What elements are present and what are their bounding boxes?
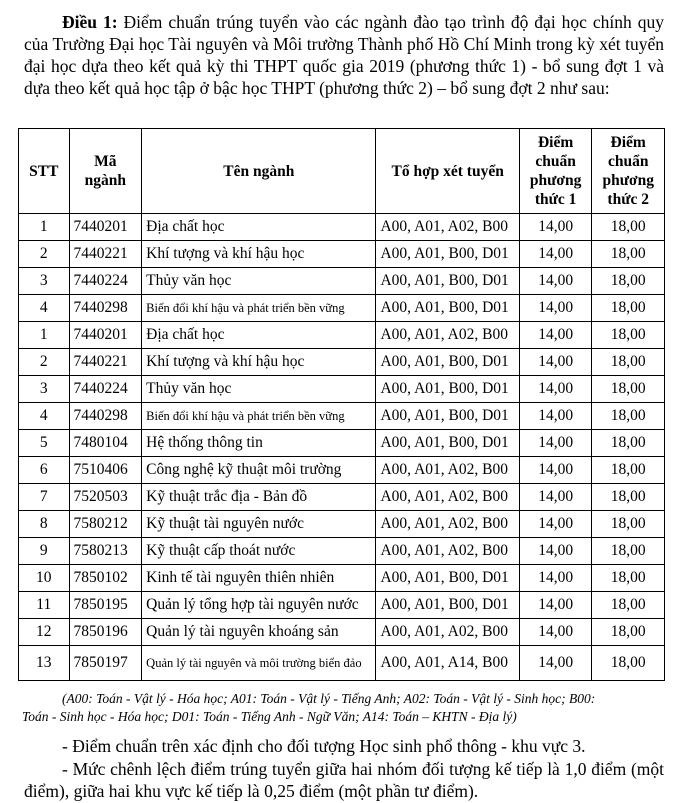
row-name: Địa chất học: [142, 214, 376, 241]
row-combo: A00, A01, A02, B00: [376, 538, 519, 565]
row-name: Hệ thống thông tin: [142, 430, 376, 457]
row-combo: A00, A01, A02, B00: [376, 457, 519, 484]
row-name: Công nghệ kỹ thuật môi trường: [142, 457, 376, 484]
table-row: [19, 511, 665, 538]
note-line-2: Toán - Sinh học - Hóa học; D01: Toán - Tiếng Anh - Ngữ Văn; A14: Toán – KHTN - Địa lý): [22, 709, 517, 724]
header-name: Tên ngành: [142, 129, 376, 214]
row-stt: 4: [19, 295, 70, 322]
row-code: 7850196: [69, 619, 142, 646]
row-code: 7440221: [69, 241, 142, 268]
row-score-2: 18,00: [592, 538, 665, 565]
row-score-1: 14,00: [519, 538, 592, 565]
row-stt: 11: [19, 592, 70, 619]
table-row: [19, 565, 665, 592]
row-code: 7440224: [69, 268, 142, 295]
header-stt: STT: [19, 129, 70, 214]
row-score-1: 14,00: [519, 268, 592, 295]
row-code: 7440298: [69, 403, 142, 430]
row-score-2: 18,00: [592, 484, 665, 511]
table-header-row: [19, 129, 665, 214]
row-combo: A00, A01, B00, D01: [376, 241, 519, 268]
table-row: [19, 268, 665, 295]
row-name: Quản lý tổng hợp tài nguyên nước: [142, 592, 376, 619]
header-score-1: Điểm chuẩn phương thức 1: [519, 129, 592, 214]
row-score-2: 18,00: [592, 214, 665, 241]
row-combo: A00, A01, A02, B00: [376, 511, 519, 538]
row-stt: 1: [19, 214, 70, 241]
table-row: [19, 538, 665, 565]
row-score-1: 14,00: [519, 511, 592, 538]
subject-combination-note: [22, 690, 662, 726]
row-stt: 1: [19, 322, 70, 349]
row-score-1: 14,00: [519, 565, 592, 592]
row-score-1: 14,00: [519, 214, 592, 241]
row-score-1: 14,00: [519, 592, 592, 619]
row-code: 7440224: [69, 376, 142, 403]
row-name: Địa chất học: [142, 322, 376, 349]
row-combo: A00, A01, A02, B00: [376, 619, 519, 646]
table-row: [19, 403, 665, 430]
header-combo: Tổ hợp xét tuyển: [376, 129, 519, 214]
row-combo: A00, A01, B00, D01: [376, 376, 519, 403]
header-score-2: Điểm chuẩn phương thức 2: [592, 129, 665, 214]
row-code: 7440221: [69, 349, 142, 376]
row-code: 7580213: [69, 538, 142, 565]
row-score-1: 14,00: [519, 295, 592, 322]
row-score-2: 18,00: [592, 322, 665, 349]
row-code: 7440201: [69, 214, 142, 241]
row-combo: A00, A01, A14, B00: [376, 646, 519, 681]
row-combo: A00, A01, B00, D01: [376, 349, 519, 376]
row-score-2: 18,00: [592, 376, 665, 403]
row-code: 7440201: [69, 322, 142, 349]
row-name: Kỹ thuật tài nguyên nước: [142, 511, 376, 538]
note-line-1: (A00: Toán - Vật lý - Hóa học; A01: Toán - Vật lý - Tiếng Anh; A02: Toán - Vật lý - Sinh học; B00:: [62, 691, 596, 706]
table-body: [19, 214, 665, 681]
row-name: Quản lý tài nguyên khoáng sản: [142, 619, 376, 646]
row-score-2: 18,00: [592, 592, 665, 619]
table-row: [19, 484, 665, 511]
row-combo: A00, A01, B00, D01: [376, 592, 519, 619]
row-score-2: 18,00: [592, 349, 665, 376]
bullet-area-note: - Điểm chuẩn trên xác định cho đối tượng Học sinh phổ thông - khu vực 3.: [62, 736, 586, 756]
row-combo: A00, A01, B00, D01: [376, 565, 519, 592]
row-name: Khí tượng và khí hậu học: [142, 349, 376, 376]
row-stt: 10: [19, 565, 70, 592]
row-name: Khí tượng và khí hậu học: [142, 241, 376, 268]
row-stt: 3: [19, 376, 70, 403]
row-score-1: 14,00: [519, 619, 592, 646]
table-row: [19, 241, 665, 268]
admission-score-table: [18, 128, 665, 681]
row-stt: 12: [19, 619, 70, 646]
row-code: 7440298: [69, 295, 142, 322]
row-combo: A00, A01, B00, D01: [376, 430, 519, 457]
bullet-difference-note: - Mức chênh lệch điểm trúng tuyển giữa hai nhóm đối tượng kế tiếp là 1,0 điểm (một điểm), giữa hai khu vực kế tiếp là 0,25 điểm (một phần tư điểm).: [24, 759, 664, 801]
row-score-1: 14,00: [519, 484, 592, 511]
row-combo: A00, A01, B00, D01: [376, 403, 519, 430]
article-text: Điểm chuẩn trúng tuyển vào các ngành đào tạo trình độ đại học chính quy của Trường Đại học Tài nguyên và Môi trường Thành phố Hồ Chí Minh trong kỳ xét tuyển đại học dựa theo kết quả kỳ thi THPT quốc gia 2019 (phương thức 1) - bổ sung đợt 1 và dựa theo kết quả học tập ở bậc học THPT (phương thức 2) – bổ sung đợt 2 như sau:: [24, 12, 665, 98]
table-row: [19, 619, 665, 646]
row-score-2: 18,00: [592, 619, 665, 646]
table-row: [19, 376, 665, 403]
row-score-1: 14,00: [519, 457, 592, 484]
row-score-1: 14,00: [519, 646, 592, 681]
row-stt: 13: [19, 646, 70, 681]
table-row: [19, 349, 665, 376]
row-stt: 9: [19, 538, 70, 565]
table-row: [19, 322, 665, 349]
row-combo: A00, A01, A02, B00: [376, 214, 519, 241]
row-stt: 4: [19, 403, 70, 430]
row-code: 7580212: [69, 511, 142, 538]
row-score-2: 18,00: [592, 565, 665, 592]
article-label: Điều 1:: [62, 12, 118, 32]
row-combo: A00, A01, B00, D01: [376, 295, 519, 322]
table-row: [19, 430, 665, 457]
row-stt: 2: [19, 349, 70, 376]
row-name: Kỹ thuật trắc địa - Bản đồ: [142, 484, 376, 511]
article-intro: [24, 11, 664, 99]
table-row: [19, 646, 665, 681]
row-name: Thủy văn học: [142, 376, 376, 403]
row-score-2: 18,00: [592, 430, 665, 457]
row-score-2: 18,00: [592, 241, 665, 268]
row-code: 7520503: [69, 484, 142, 511]
row-combo: A00, A01, A02, B00: [376, 322, 519, 349]
table-row: [19, 295, 665, 322]
row-code: 7850197: [69, 646, 142, 681]
row-name: Biến đổi khí hậu và phát triển bền vững: [142, 403, 376, 430]
row-score-2: 18,00: [592, 646, 665, 681]
table-row: [19, 592, 665, 619]
row-code: 7850102: [69, 565, 142, 592]
row-score-1: 14,00: [519, 241, 592, 268]
row-code: 7850195: [69, 592, 142, 619]
row-stt: 2: [19, 241, 70, 268]
row-stt: 8: [19, 511, 70, 538]
row-name: Quản lý tài nguyên và môi trường biển đảo: [142, 646, 376, 681]
row-code: 7510406: [69, 457, 142, 484]
row-score-1: 14,00: [519, 349, 592, 376]
row-score-1: 14,00: [519, 376, 592, 403]
row-stt: 5: [19, 430, 70, 457]
row-combo: A00, A01, A02, B00: [376, 484, 519, 511]
row-code: 7480104: [69, 430, 142, 457]
row-score-2: 18,00: [592, 403, 665, 430]
row-score-2: 18,00: [592, 457, 665, 484]
row-score-1: 14,00: [519, 403, 592, 430]
row-stt: 3: [19, 268, 70, 295]
row-combo: A00, A01, B00, D01: [376, 268, 519, 295]
row-stt: 6: [19, 457, 70, 484]
row-stt: 7: [19, 484, 70, 511]
row-name: Thủy văn học: [142, 268, 376, 295]
row-score-2: 18,00: [592, 268, 665, 295]
row-score-2: 18,00: [592, 295, 665, 322]
row-score-1: 14,00: [519, 430, 592, 457]
header-code: Mã ngành: [69, 129, 142, 214]
row-name: Kỹ thuật cấp thoát nước: [142, 538, 376, 565]
table-row: [19, 214, 665, 241]
row-name: Kinh tế tài nguyên thiên nhiên: [142, 565, 376, 592]
row-score-2: 18,00: [592, 511, 665, 538]
row-score-1: 14,00: [519, 322, 592, 349]
row-name: Biến đổi khí hậu và phát triển bền vững: [142, 295, 376, 322]
table-row: [19, 457, 665, 484]
